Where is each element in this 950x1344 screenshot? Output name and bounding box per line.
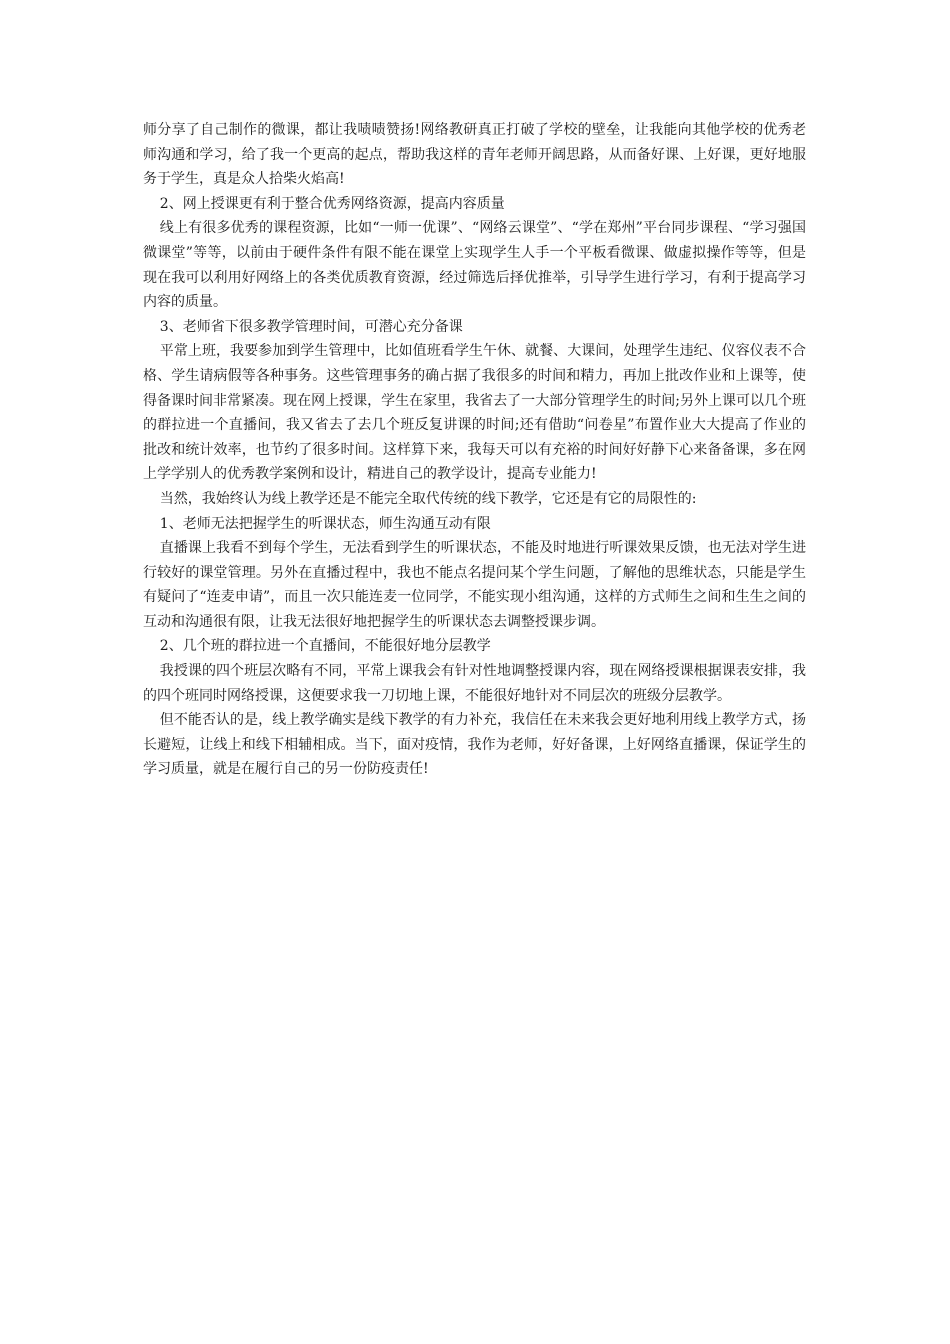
paragraph-interaction-limited: 直播课上我看不到每个学生，无法看到学生的听课状态，不能及时地进行听课效果反馈，也无法对学生进行较好的课堂管理。另外在直播过程中，我也不能点名提问某个学生问题，了解他的思维状态，只能是学生有疑问了“连麦申请”，而且一次只能连麦一位同学，不能实现小组沟通，这样的方式师生之间和生生之间的互动和沟通很有限，让我无法很好地把握学生的听课状态去调整授课步调。 bbox=[143, 540, 806, 630]
paragraph-network-resources: 线上有很多优秀的课程资源，比如“一师一优课”、“网络云课堂”、“学在郑州”平台同步课程、“学习强国微课堂”等等，以前由于硬件条件有限不能在课堂上实现学生人手一个平板看微课、做虚拟操作等等，但是现在我可以利用好网络上的各类优质教育资源，经过筛选后择优推举，引导学生进行学习，有利于提高学习内容的质量。 bbox=[143, 220, 806, 311]
paragraph-management-time: 平常上班，我要参加到学生管理中，比如值班看学生午休、就餐、大课间，处理学生违纪、仪容仪表不合格、学生请病假等各种事务。这些管理事务的确占据了我很多的时间和精力，再加上批改作业和上课等，使得备课时间非常紧凑。现在网上授课，学生在家里，我省去了一大部分管理学生的时间;另外上课可以几个班的群拉进一个直播间，我又省去了去几个班反复讲课的时间;还有借助“问卷星”布置作业大大提高了作业的批改和统计效率，也节约了很多时间。这样算下来，我每天可以有充裕的时间好好静下心来备备课，多在网上学学别人的优秀教学案例和设计，精进自己的教学设计，提高专业能力! bbox=[143, 343, 806, 483]
section-heading-management-time: 3、老师省下很多教学管理时间，可潜心充分备课 bbox=[159, 318, 463, 335]
paragraph-layered-teaching: 我授课的四个班层次略有不同，平常上课我会有针对性地调整授课内容，现在网络授课根据课表安排，我的四个班同时网络授课，这便要求我一刀切地上课，不能很好地针对不同层次的班级分层教学。 bbox=[143, 663, 806, 704]
paragraph-conclusion: 但不能否认的是，线上教学确实是线下教学的有力补充，我信任在未来我会更好地利用线上教学方式，扬长避短，让线上和线下相辅相成。当下，面对疫情，我作为老师，好好备课，上好网络直播课，保证学生的学习质量，就是在履行自己的另一份防疫责任! bbox=[143, 712, 806, 778]
paragraph-limitations-intro: 当然，我始终认为线上教学还是不能完全取代传统的线下教学，它还是有它的局限性的: bbox=[159, 490, 697, 507]
paragraph-continuation: 师分享了自己制作的微课，都让我啧啧赞扬!网络教研真正打破了学校的壁垒，让我能向其他学校的优秀老师沟通和学习，给了我一个更高的起点，帮助我这样的青年老师开阔思路，从而备好课、上好课，更好地服务于学生，真是众人拾柴火焰高! bbox=[143, 122, 806, 188]
section-heading-network-resources: 2、网上授课更有利于整合优秀网络资源，提高内容质量 bbox=[159, 195, 505, 212]
document-body bbox=[143, 118, 806, 782]
section-heading-interaction-limited: 1、老师无法把握学生的听课状态，师生沟通互动有限 bbox=[159, 515, 491, 532]
section-heading-layered-teaching: 2、几个班的群拉进一个直播间，不能很好地分层教学 bbox=[159, 638, 491, 655]
